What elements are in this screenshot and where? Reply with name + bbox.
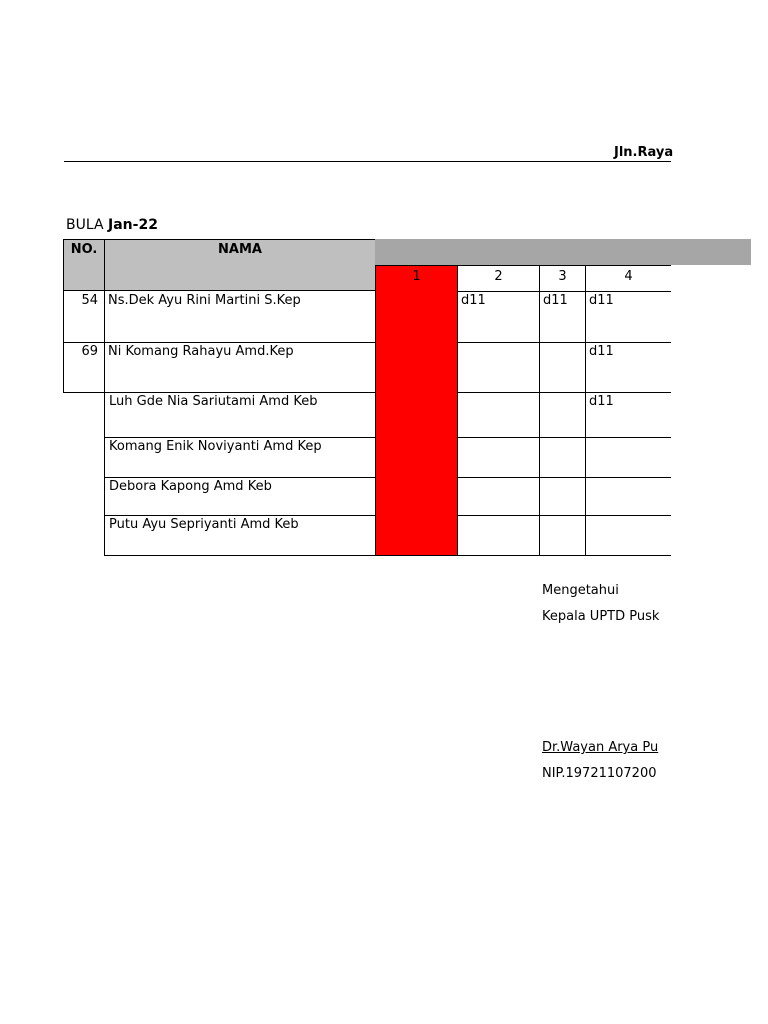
row-day-4: d11 <box>585 342 671 393</box>
row-day-1 <box>375 477 458 516</box>
row-day-1 <box>375 515 458 556</box>
row-day-1 <box>375 437 458 478</box>
row-day-1 <box>375 342 458 393</box>
column-header-nama: NAMA <box>104 239 376 291</box>
day-header-3: 3 <box>539 265 586 292</box>
row-divider <box>63 392 105 393</box>
row-day-1 <box>375 392 458 438</box>
signature-line1: Mengetahui <box>542 583 619 598</box>
day-header-4: 4 <box>585 265 671 292</box>
row-day-2 <box>457 515 540 556</box>
row-day-3 <box>539 437 586 478</box>
row-day-4: d11 <box>585 392 671 438</box>
row-no <box>63 477 105 516</box>
row-day-2 <box>457 437 540 478</box>
row-day-2 <box>457 477 540 516</box>
month-value: Jan-22 <box>108 217 158 233</box>
day-header-1: 1 <box>375 265 458 292</box>
address-text: Jln.Raya <box>614 145 674 160</box>
row-nama: Luh Gde Nia Sariutami Amd Keb <box>104 392 376 438</box>
row-day-2 <box>457 342 540 393</box>
row-no <box>63 515 105 556</box>
row-day-3: d11 <box>539 291 586 343</box>
row-no <box>63 392 105 438</box>
day-header-2: 2 <box>457 265 540 292</box>
row-nama: Putu Ayu Sepriyanti Amd Keb <box>104 515 376 556</box>
row-nama: Debora Kapong Amd Keb <box>104 477 376 516</box>
row-day-2 <box>457 392 540 438</box>
days-header-band <box>375 239 751 265</box>
row-day-3 <box>539 477 586 516</box>
header-divider <box>64 161 671 162</box>
row-day-4: d11 <box>585 291 671 343</box>
row-no: 54 <box>63 291 105 343</box>
row-no: 69 <box>63 342 105 393</box>
signature-name: Dr.Wayan Arya Pu <box>542 740 659 755</box>
row-no <box>63 437 105 478</box>
month-label <box>66 217 158 233</box>
row-day-4 <box>585 477 671 516</box>
signature-nip: NIP.19721107200 <box>542 766 657 781</box>
column-header-no: NO. <box>63 239 105 291</box>
row-nama: Ni Komang Rahayu Amd.Kep <box>104 342 376 393</box>
row-day-3 <box>539 392 586 438</box>
row-day-4 <box>585 515 671 556</box>
row-nama: Ns.Dek Ayu Rini Martini S.Kep <box>104 291 376 343</box>
signature-line2: Kepala UPTD Pusk <box>542 609 660 624</box>
month-label-text: BULA <box>66 217 104 233</box>
row-day-2: d11 <box>457 291 540 343</box>
row-day-3 <box>539 342 586 393</box>
row-nama: Komang Enik Noviyanti Amd Kep <box>104 437 376 478</box>
row-day-1 <box>375 291 458 343</box>
row-day-4 <box>585 437 671 478</box>
row-day-3 <box>539 515 586 556</box>
